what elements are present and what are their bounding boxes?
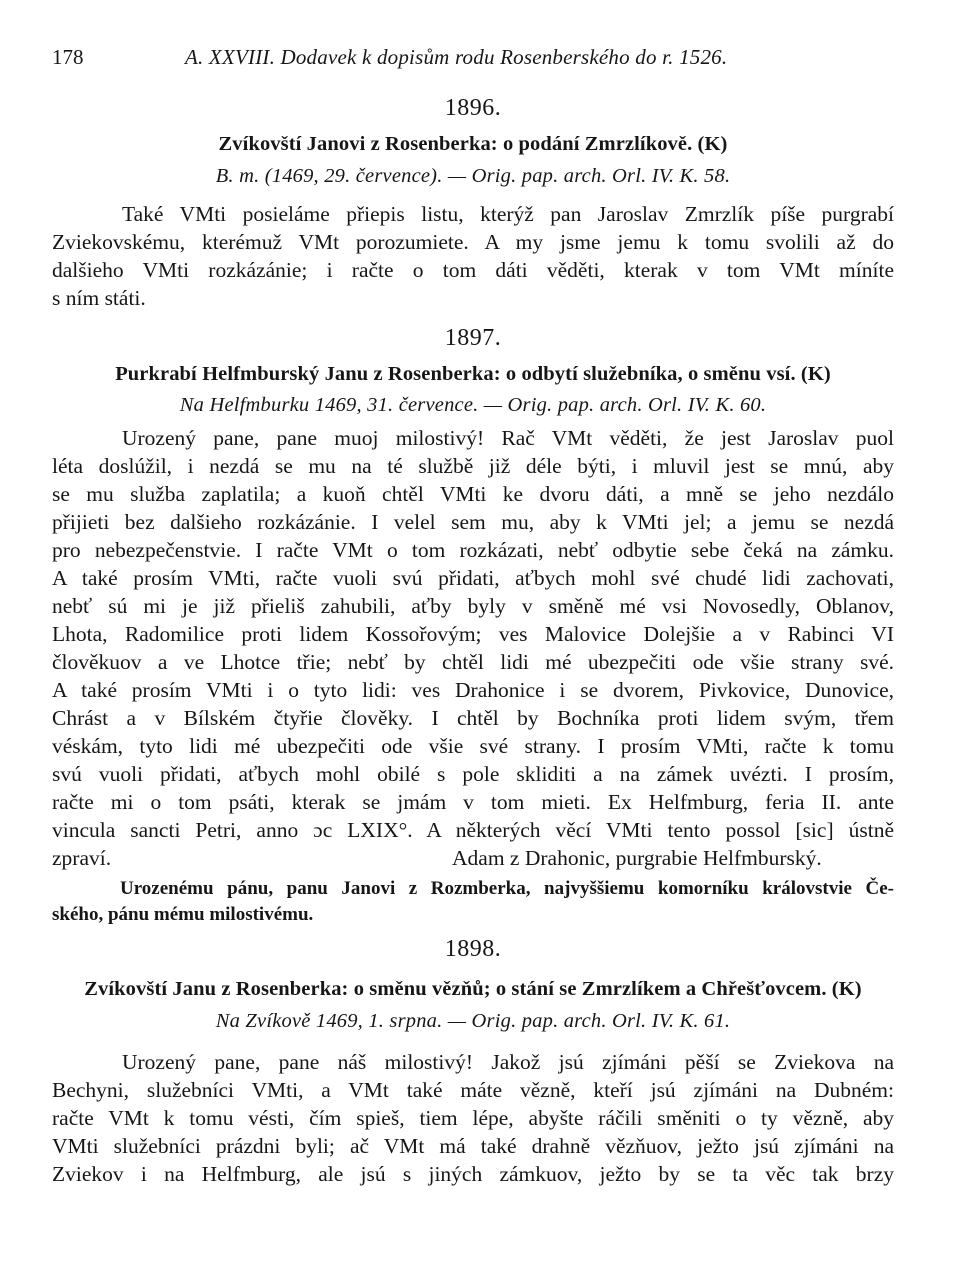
entry-dateline: Na Zvíkově 1469, 1. srpna. — Orig. pap. arch. Orl. IV. K. 61. — [215, 1010, 731, 1032]
text-line: Zviekov i na Helfmburg, ale jsú s jiných zámkuov, ježto by se ta věc tak brzy — [52, 1162, 894, 1186]
text-line: s ním státi. — [52, 286, 146, 310]
entry-number: 1896. — [444, 95, 502, 121]
text-line: Lhota, Radomilice proti lidem Kossořovým; ves Malovice Dolejšie a v Rabinci VI — [52, 622, 894, 646]
entry-regest: Zvíkovští Janovi z Rosenberka: o podání Zmrzlíkově. (K) — [218, 133, 728, 155]
entry-dateline: B. m. (1469, 29. července). — Orig. pap. arch. Orl. IV. K. 58. — [215, 165, 731, 187]
text-line: račte mi o tom psáti, kterak se jmám v tom mieti. Ex Helfmburg, feria II. ante — [52, 790, 894, 814]
page-header — [52, 45, 894, 75]
text-line: léta doslúžil, i nezdá se mu na té službě již déle býti, i mluvil jest se mnú, aby — [52, 454, 894, 478]
text-line: Chrást a v Bílském čtyřie člověky. I chtěl by Bochníka proti lidem svým, třem — [52, 706, 894, 730]
text-line: nebť sú mi je již přieliš zahubili, aťby byly v směně mé vsi Novosedly, Oblanov, — [52, 594, 894, 618]
address-line: Urozenému pánu, panu Janovi z Rozmberka, najvyššiemu komorníku královstvie Če- — [120, 878, 894, 899]
text-line: véskám, tyto lidi mé ubezpečiti ode všie své strany. I prosím VMti, račte k tomu — [52, 734, 894, 758]
text-line: člověkuov a ve Lhotce třie; nebť by chtěl lidi mé ubezpečiti ode všie strany své. — [52, 650, 894, 674]
entry-regest: Zvíkovští Janu z Rosenberka: o směnu vězňů; o stání se Zmrzlíkem a Chřešťovcem. (K) — [84, 978, 862, 1000]
text-line: Bechyni, služebníci VMti, a VMt také máte vězně, kteří jsú zjímáni na Dubném: — [52, 1078, 894, 1102]
text-line: přijieti bez dalšieho rozkázánie. I velel sem mu, aby k VMti jel; a jemu se nezdá — [52, 510, 894, 534]
text-line: Urozený pane, pane muoj milostivý! Rač VMt věděti, že jest Jaroslav puol — [122, 426, 894, 450]
text-line: dalšieho VMti rozkázánie; i račte o tom dáti věděti, kterak v tom VMt míníte — [52, 258, 894, 282]
signature: Adam z Drahonic, purgrabie Helfmburský. — [452, 846, 822, 870]
text-line: A také prosím VMti i o tyto lidi: ves Drahonice i se dvorem, Pivkovice, Dunovice, — [52, 678, 894, 702]
entry-regest: Purkrabí Helfmburský Janu z Rosenberka: o odbytí služebníka, o směnu vsí. (K) — [115, 363, 831, 385]
text-line: se mu služba zaplatila; a kuoň chtěl VMti ke dvoru dáti, a mně se jeho nezdálo — [52, 482, 894, 506]
text-line: Urozený pane, pane náš milostivý! Jakož jsú zjímáni pěší se Zviekova na — [122, 1050, 894, 1074]
text-line: vincula sancti Petri, anno ɔc LXIX°. A některých věcí VMti tento possol [sic] ústně — [52, 818, 894, 842]
text-line: Také VMti posieláme přiepis listu, kterýž pan Jaroslav Zmrzlík píše purgrabí — [122, 202, 894, 226]
text-line: svú vuoli přidati, aťbych mohl obilé s pole skliditi a na zámek uvézti. I prosím, — [52, 762, 894, 786]
text-line: zpraví. — [52, 846, 112, 870]
text-line: A také prosím VMti, račte vuoli svú přidati, aťbych mohl své chudé lidi zachovati, — [52, 566, 894, 590]
text-line: račte VMt k tomu vésti, čím spieš, tiem lépe, abyšte ráčili směniti o ty vězně, aby — [52, 1106, 894, 1130]
entry-number: 1898. — [444, 936, 502, 962]
address-line: ského, pánu mému milostivému. — [52, 904, 314, 925]
entry-number: 1897. — [444, 325, 502, 351]
text-line: pro nebezpečenstvie. I račte VMt o tom rozkázati, nebť odbytie sebe čeká na zámku. — [52, 538, 894, 562]
page-number: 178 — [52, 45, 84, 69]
text-line: Zviekovskému, kterémuž VMt porozumiete. A my jsme jemu k tomu svolili až do — [52, 230, 894, 254]
running-title: A. XXVIII. Dodavek k dopisům rodu Rosenberského do r. 1526. — [185, 45, 728, 69]
text-line: VMti služebníci prázdni byli; ač VMt má také drahně vězňuov, ježto jsú zjímáni na — [52, 1134, 894, 1158]
entry-dateline: Na Helfmburku 1469, 31. července. — Orig. pap. arch. Orl. IV. K. 60. — [179, 394, 767, 416]
